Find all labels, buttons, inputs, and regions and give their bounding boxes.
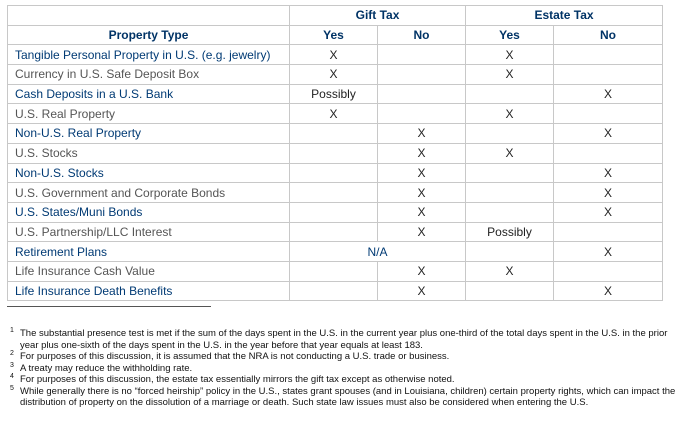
gift-no-cell — [378, 45, 466, 65]
estate-no-cell: X — [554, 124, 663, 144]
header-property-type: Property Type — [8, 25, 290, 45]
table-row — [8, 65, 663, 85]
estate-no-cell — [554, 45, 663, 65]
estate-yes-cell: X — [466, 261, 554, 281]
header-estate-no: No — [554, 25, 663, 45]
tax-treatment-table — [7, 5, 663, 301]
estate-no-cell — [554, 104, 663, 124]
gift-no-cell: X — [378, 222, 466, 242]
footnote-number: 5 — [10, 384, 14, 392]
footnote-text: While generally there is no “forced heirship” policy in the U.S., states grant spouses (and in Louisiana, children) certain property rights, which can impact the distribution of property on the dissolution of a marriage or death. Such state law issues must also be considered when entering the U.S. — [20, 385, 676, 408]
table-row — [8, 183, 663, 203]
table-row — [8, 104, 663, 124]
gift-yes-cell: Possibly — [290, 84, 378, 104]
gift-yes-cell — [290, 281, 378, 301]
estate-yes-cell: X — [466, 104, 554, 124]
gift-no-cell: X — [378, 261, 466, 281]
gift-no-cell — [378, 104, 466, 124]
property-type-cell: U.S. States/Muni Bonds — [8, 202, 290, 222]
table-row — [8, 242, 663, 262]
footnote — [10, 363, 680, 375]
gift-yes-cell — [290, 143, 378, 163]
header-blank — [8, 6, 290, 26]
property-type-cell: Tangible Personal Property in U.S. (e.g. jewelry) — [8, 45, 290, 65]
gift-yes-cell — [290, 202, 378, 222]
estate-yes-cell: X — [466, 45, 554, 65]
estate-yes-cell: Possibly — [466, 222, 554, 242]
gift-yes-cell: X — [290, 45, 378, 65]
footnote-number: 3 — [10, 361, 14, 369]
table-row — [8, 281, 663, 301]
table-row — [8, 124, 663, 144]
estate-no-cell — [554, 143, 663, 163]
gift-yes-cell: X — [290, 65, 378, 85]
footnote-number: 4 — [10, 373, 14, 380]
property-type-cell: U.S. Stocks — [8, 143, 290, 163]
property-type-cell: Non-U.S. Real Property — [8, 124, 290, 144]
gift-yes-cell — [290, 261, 378, 281]
gift-no-cell: X — [378, 281, 466, 301]
property-type-cell: Non-U.S. Stocks — [8, 163, 290, 183]
footnote-text: For purposes of this discussion, it is assumed that the NRA is not conducting a U.S. trade or business. — [20, 351, 450, 362]
estate-no-cell — [554, 261, 663, 281]
estate-no-cell: X — [554, 84, 663, 104]
footnote — [10, 328, 680, 351]
estate-no-cell: X — [554, 242, 663, 262]
gift-yes-cell: X — [290, 104, 378, 124]
table-row — [8, 163, 663, 183]
estate-yes-cell — [466, 84, 554, 104]
gift-no-cell: X — [378, 163, 466, 183]
estate-no-cell: X — [554, 202, 663, 222]
gift-no-cell: X — [378, 143, 466, 163]
estate-yes-cell — [466, 242, 554, 262]
table-row — [8, 261, 663, 281]
table-row — [8, 202, 663, 222]
property-type-cell: Life Insurance Death Benefits — [8, 281, 290, 301]
footnote-text: For purposes of this discussion, the estate tax essentially mirrors the gift tax except as otherwise noted. — [20, 374, 455, 385]
gift-yes-cell — [290, 183, 378, 203]
gift-yes-cell — [290, 124, 378, 144]
estate-yes-cell — [466, 124, 554, 144]
property-type-cell: Currency in U.S. Safe Deposit Box — [8, 65, 290, 85]
header-estate-tax: Estate Tax — [466, 6, 663, 26]
footnote-text: The substantial presence test is met if the sum of the days spent in the U.S. in the current year plus one-third of the total days spent in the U.S. in the prior year plus one-sixth of the days spent in the U.S. in the year before that year equals at least 183. — [20, 328, 668, 351]
property-type-cell: U.S. Real Property — [8, 104, 290, 124]
table-row — [8, 222, 663, 242]
property-type-cell: Life Insurance Cash Value — [8, 261, 290, 281]
estate-yes-cell — [466, 183, 554, 203]
estate-no-cell: X — [554, 163, 663, 183]
footnote-text: A treaty may reduce the withholding rate. — [20, 362, 193, 374]
property-type-cell: U.S. Partnership/LLC Interest — [8, 222, 290, 242]
header-gift-tax: Gift Tax — [290, 6, 466, 26]
estate-yes-cell — [466, 163, 554, 183]
estate-yes-cell — [466, 202, 554, 222]
gift-no-cell: X — [378, 183, 466, 203]
header-estate-yes: Yes — [466, 25, 554, 45]
footnote — [10, 386, 680, 409]
gift-yes-cell — [290, 222, 378, 242]
gift-no-cell — [378, 84, 466, 104]
gift-no-cell: X — [378, 202, 466, 222]
estate-no-cell — [554, 65, 663, 85]
property-type-cell: Cash Deposits in a U.S. Bank — [8, 84, 290, 104]
estate-yes-cell: X — [466, 143, 554, 163]
footnote — [10, 351, 680, 363]
footnote-number: 1 — [10, 327, 14, 334]
gift-na-cell: N/A — [290, 242, 466, 262]
table-row — [8, 84, 663, 104]
header-gift-yes: Yes — [290, 25, 378, 45]
gift-yes-cell — [290, 163, 378, 183]
footnotes — [10, 328, 680, 409]
table-row — [8, 143, 663, 163]
estate-yes-cell — [466, 281, 554, 301]
estate-no-cell: X — [554, 281, 663, 301]
gift-no-cell — [378, 65, 466, 85]
footnote-divider — [7, 306, 211, 307]
header-gift-no: No — [378, 25, 466, 45]
property-type-cell: U.S. Government and Corporate Bonds — [8, 183, 290, 203]
table-row — [8, 45, 663, 65]
estate-no-cell — [554, 222, 663, 242]
gift-no-cell: X — [378, 124, 466, 144]
footnote-number: 2 — [10, 350, 14, 357]
footnote — [10, 374, 680, 386]
estate-no-cell: X — [554, 183, 663, 203]
property-type-cell: Retirement Plans — [8, 242, 290, 262]
estate-yes-cell: X — [466, 65, 554, 85]
